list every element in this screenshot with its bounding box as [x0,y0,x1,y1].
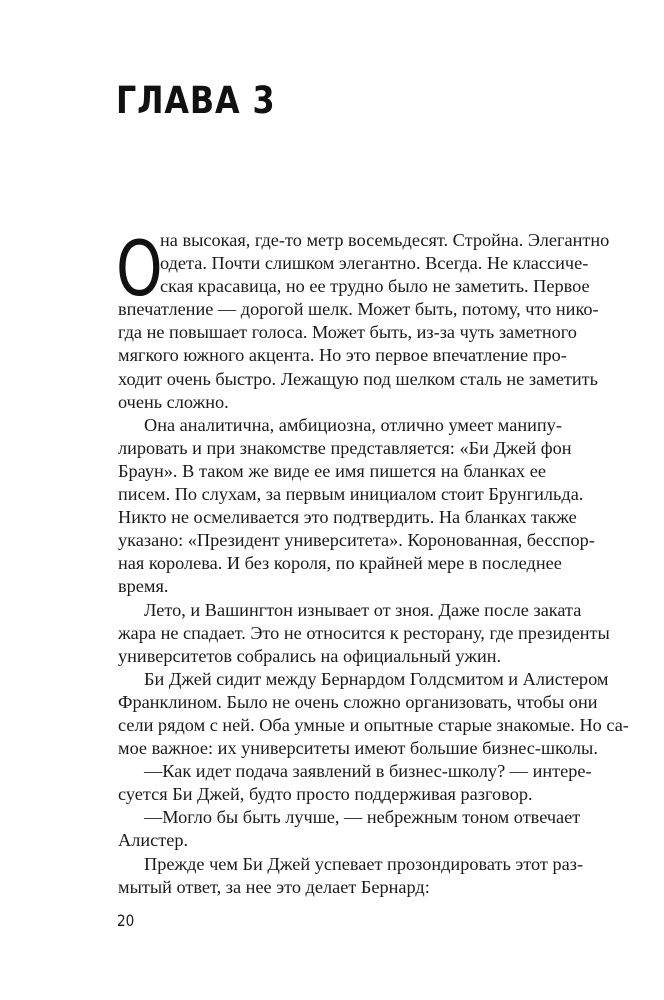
text-line: одета. Почти слишком элегантно. Всегда. Не классиче- [160,253,589,274]
chapter-title: ГЛАВА 3 [116,79,276,122]
text-line: жара не спадает. Это не относится к ресторану, где президенты [118,622,610,643]
text-line: Лето, и Вашингтон изнывает от зноя. Даже после заката [144,599,582,620]
text-line: гда не повышает голоса. Может быть, из-за чуть заметного [118,322,577,343]
page-number: 20 [117,911,135,930]
text-line: Би Джей сидит между Бернардом Голдсмитом и Алистером [144,668,609,689]
text-line: впечатление — дорогой шелк. Может быть, потому, что нико- [118,299,599,320]
text-line: ная королева. И без короля, по крайней мере в последнее [118,553,562,574]
text-line: Алистер. [118,830,189,851]
text-line: очень сложно. [118,391,229,412]
text-line: суется Би Джей, будто просто поддерживая разговор. [118,784,533,805]
body-text [116,224,629,899]
drop-cap: О [116,224,163,313]
text-line: университетов собрались на официальный ужин. [118,645,502,666]
text-line: ская красавица, но ее трудно было не заметить. Первое [160,276,590,297]
text-line: Франклином. Было не очень сложно организовать, чтобы они [118,691,598,712]
text-line: мягкого южного акцента. Но это первое впечатление про- [118,345,567,366]
text-line: указано: «Президент университета». Коронованная, бесспор- [118,530,595,551]
text-line: ходит очень быстро. Лежащую под шелком сталь не заметить [118,368,598,389]
text-line: —Могло бы быть лучше, — небрежным тоном отвечает [144,807,581,828]
text-line: мое важное: их университеты имеют большие бизнес-школы. [118,738,598,759]
text-line: мытый ответ, за нее это делает Бернард: [118,876,430,897]
text-line: сели рядом с ней. Оба умные и опытные старые знакомые. Но са- [118,714,629,735]
text-line: время. [118,576,169,597]
text-line: Она аналитична, амбициозна, отлично умеет манипу- [144,414,562,435]
text-line: лировать и при знакомстве представляется: «Би Джей фон [118,437,572,458]
text-line: на высокая, где-то метр восемьдесят. Стройна. Элегантно [160,230,610,250]
text-line: Прежде чем Би Джей успевает прозондировать этот раз- [144,853,584,874]
text-line: писем. По слухам, за первым инициалом стоит Брунгильда. [118,484,584,505]
text-line: Браун». В таком же виде ее имя пишется на бланках ее [118,460,546,481]
text-line: Никто не осмеливается это подтвердить. На бланках также [118,507,577,528]
text-line: —Как идет подача заявлений в бизнес-школу? — интере- [144,761,592,782]
